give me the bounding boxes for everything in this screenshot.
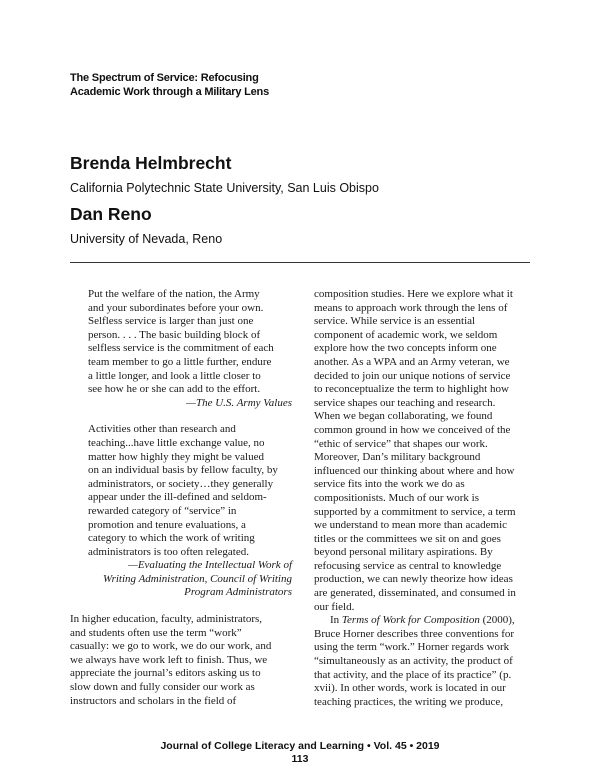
epigraph-attribution: —The U.S. Army Values [186, 396, 292, 409]
body-line: that activity, and the place of its practice” (p. [314, 668, 512, 681]
cited-book-title: Terms of Work for Composition [341, 614, 480, 627]
body-line: using the term “work.” Horner regards work [314, 641, 510, 654]
epigraph-line: see how he or she can add to the effort. [88, 383, 261, 396]
body-line: “simultaneously as an activity, the product of [314, 655, 513, 668]
epigraph-line: teaching...have little exchange value, no [88, 436, 265, 449]
body-line: our field. [314, 600, 355, 613]
author-affiliation: University of Nevada, Reno [70, 232, 223, 246]
epigraph-line: Activities other than research and [88, 423, 236, 436]
body-line: are generated, disseminated, and consumed in [314, 587, 516, 600]
body-line: appreciate the journal’s editors asking us to [70, 667, 261, 680]
epigraph-line: appear under the ill-defined and seldom- [88, 491, 267, 504]
epigraph-line: category to which the work of writing [88, 532, 255, 545]
body-line: we always have work left to finish. Thus, we [70, 653, 268, 666]
author-name: Brenda Helmbrecht [70, 153, 232, 173]
body-line: service fits into the work we do as [314, 478, 465, 491]
journal-footer: Journal of College Literacy and Learning • Vol. 45 • 2019 [160, 740, 440, 752]
body-text: (2000), [479, 614, 515, 627]
author-affiliation: California Polytechnic State University, San Luis Obispo [70, 181, 379, 195]
epigraph-attribution: Program Administrators [184, 586, 292, 599]
body-line: we understand to mean more than academic [314, 519, 508, 532]
author-name: Dan Reno [70, 204, 152, 224]
page-number: 113 [291, 753, 309, 765]
epigraph-line: on an individual basis by fellow faculty, by [88, 464, 278, 477]
body-line: production, we can newly theorize how ideas [314, 573, 513, 586]
body-line: teaching practices, the writing we produce, [314, 695, 504, 708]
body-line: service shapes our teaching and research. [314, 396, 496, 409]
body-line: influenced our thinking about where and how [314, 464, 515, 477]
body-line: casually: we go to work, we do our work, and [70, 640, 272, 653]
epigraph-line: Put the welfare of the nation, the Army [88, 288, 260, 300]
body-line: Moreover, Dan’s military background [314, 451, 481, 464]
epigraph-line: and your subordinates before your own. [88, 301, 264, 314]
title-line: Academic Work through a Military Lens [70, 85, 269, 98]
body-line: supported by a commitment to service, a term [314, 505, 516, 518]
body-line: refocusing service as central to knowledge [314, 559, 502, 572]
epigraph-line: administrators is too often relegated. [88, 545, 249, 558]
epigraph-attribution: —Evaluating the Intellectual Work of [128, 559, 292, 572]
epigraph-line: Selfless service is larger than just one [88, 315, 254, 328]
epigraph-line: administrators, or society…they generally [88, 477, 274, 490]
body-line: common ground in how we conceived of the [314, 423, 511, 436]
body-paragraph [314, 288, 538, 614]
epigraph-line: promotion and tenure evaluations, a [88, 518, 246, 531]
epigraph-wpa [70, 423, 292, 600]
body-line: component of academic work, we seldom [314, 328, 498, 341]
body-line: “ethic of service” that shapes our work. [314, 437, 488, 450]
left-column [70, 288, 292, 708]
body-line: beyond personal military aspirations. By [314, 546, 493, 559]
article-title [70, 72, 550, 99]
epigraph-line: a little longer, and look a little closer to [88, 369, 261, 382]
body-line: Bruce Horner describes three conventions for [314, 627, 515, 640]
title-line: The Spectrum of Service: Refocusing [70, 72, 259, 84]
body-line: In higher education, faculty, administrators, [70, 613, 263, 626]
epigraph-line: selfless service is the commitment of each [88, 342, 274, 355]
body-line: and students often use the term “work” [70, 626, 242, 639]
body-line: composition studies. Here we explore what it [314, 288, 513, 300]
body-line: explore how the two concepts inform one [314, 342, 497, 355]
body-line: means to approach work through the lens of [314, 301, 508, 314]
body-line: xvii). In other words, work is located in our [314, 682, 506, 695]
body-line [314, 614, 538, 628]
epigraph-attribution: Writing Administration, Council of Writing [103, 572, 292, 585]
body-line: compositionists. Much of our work is [314, 491, 479, 504]
epigraph-line: rewarded category of “service” in [88, 504, 237, 517]
body-line: to reconceptualize the term to highlight how [314, 383, 509, 396]
body-line: service. While service is an essential [314, 315, 476, 328]
epigraph-line: person. . . . The basic building block of [88, 328, 261, 341]
body-text: In [330, 614, 342, 627]
body-line: another. As a WPA and an Army veteran, we [314, 355, 510, 368]
epigraph-line: team member to go a little further, endure [88, 355, 272, 368]
right-column [314, 288, 538, 709]
body-line: titles or the committees we sit on and goes [314, 532, 501, 545]
header-divider [70, 262, 530, 263]
body-line: decided to join our unique notions of service [314, 369, 511, 382]
epigraph-line: matter how highly they might be valued [88, 450, 264, 463]
epigraph-army-values [70, 288, 292, 410]
body-paragraph [70, 613, 292, 708]
body-line: slow down and fully consider our work as [70, 681, 255, 694]
body-line: instructors and scholars in the field of [70, 694, 237, 707]
body-line: When we began collaborating, we found [314, 410, 493, 423]
body-paragraph [314, 614, 538, 709]
